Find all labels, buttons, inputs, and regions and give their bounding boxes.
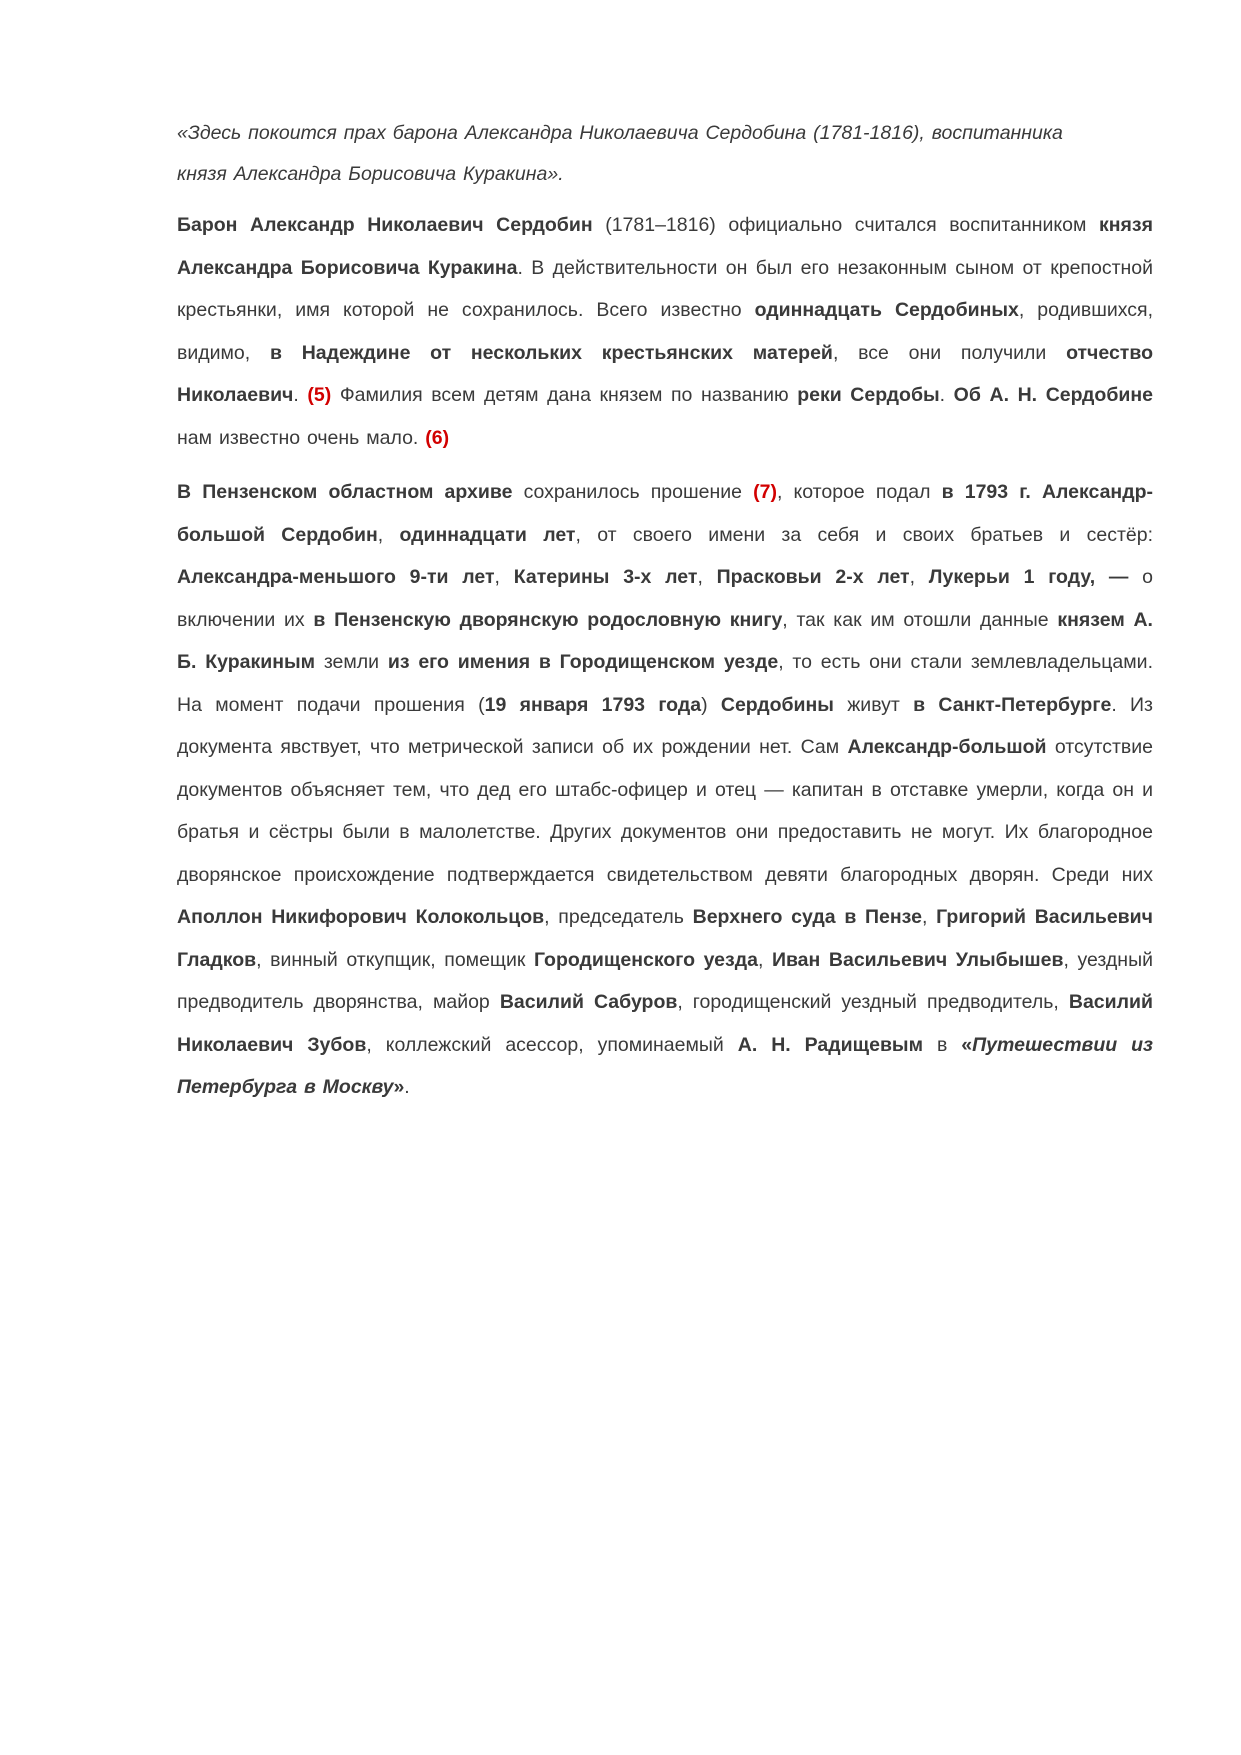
text-span: князя Александра Борисовича Куракина <box>177 214 1153 279</box>
text-span: Верхнего суда в Пензе <box>692 906 922 928</box>
epigraph <box>177 113 1153 195</box>
text-span: Александр-большой <box>847 736 1047 758</box>
text-span: Аполлон Никифорович Колокольцов <box>177 906 545 928</box>
text-span: Фамилия всем детям дана князем по названию <box>331 384 798 406</box>
text-span: князем А. Б. Куракиным <box>177 608 1153 673</box>
text-span: » <box>393 1076 405 1098</box>
text-span: в Пензенскую дворянскую родословную книгу <box>313 608 783 631</box>
text-span: земли <box>315 651 388 673</box>
text-span: Сердобины <box>720 693 834 716</box>
epigraph-line-2: князя Александра Борисовича Куракина». <box>177 163 564 185</box>
text-span: живут <box>833 693 914 716</box>
text-span: в <box>923 1033 962 1056</box>
text-span: , коллежский асессор, упоминаемый <box>366 1033 738 1056</box>
text-span: , которое подал <box>776 481 942 503</box>
text-span: 19 января 1793 года <box>484 693 702 716</box>
text-span: Городищенского уезда <box>533 948 758 971</box>
text-span: , <box>921 906 937 928</box>
paragraph-2 <box>177 471 1153 1109</box>
text-span: отчество Николаевич <box>177 341 1153 406</box>
text-span: реки Сердобы <box>797 384 940 406</box>
text-span: , <box>494 566 514 588</box>
text-span: о включении их <box>177 566 1153 631</box>
text-span: , то есть они стали землевладельцами. На момент подачи прошения ( <box>177 651 1153 716</box>
paragraph-1 <box>177 204 1153 459</box>
text-span: одиннадцать Сердобиных <box>754 299 1019 321</box>
text-span: , <box>757 948 772 971</box>
text-span: Григорий Васильевич Гладков <box>177 906 1153 971</box>
text-span: в Надеждине от нескольких крестьянских матерей <box>269 341 833 364</box>
text-span: нам известно очень мало. <box>177 426 426 449</box>
text-span: Иван Васильевич Улыбышев <box>771 948 1064 971</box>
text-span: . <box>293 384 308 406</box>
text-span: из его имения в Городищенском уезде <box>387 651 779 673</box>
text-span: Лукерьи 1 году, — <box>928 566 1129 588</box>
text-span: . В действительности он был его незаконным сыном от крепостной крестьянки, имя которой не сохранилось. Всего известно <box>177 256 1154 321</box>
text-span: . <box>939 384 954 406</box>
text-span: , <box>909 566 929 588</box>
text-span: Прасковьи 2-х лет <box>716 566 910 588</box>
text-span: отсутствие документов объясняет тем, что дед его штабс-офицер и отец — капитан в отставке умерли, когда он и братья и сёстры были в малолетстве. Других документов они предоставить не могут. Их благородное дворянское происхождение подтверждается свидетельством девяти благородных дворян. Среди них <box>177 736 1153 886</box>
text-span: в Санкт-Петербурге <box>913 693 1112 716</box>
text-span: ) <box>701 693 721 716</box>
text-span: , уездный предводитель дворянства, майор <box>177 948 1153 1013</box>
text-span: , председатель <box>544 906 693 928</box>
text-span: , городищенский уездный предводитель, <box>677 991 1069 1013</box>
text-span: « <box>961 1033 973 1056</box>
text-span: Василий Сабуров <box>499 991 678 1013</box>
text-span: Александра-меньшого 9-ти лет <box>177 566 495 588</box>
text-span: , <box>377 523 400 546</box>
text-span: Барон Александр Николаевич Сердобин <box>177 214 593 236</box>
text-span: , от своего имени за себя и своих братьев и сестёр: <box>575 523 1154 546</box>
footnote-reference-5[interactable]: (5) <box>307 384 332 406</box>
footnote-reference-7[interactable]: (7) <box>753 481 777 503</box>
text-span: , родившихся, видимо, <box>177 299 1153 364</box>
text-span: Василий Николаевич Зубов <box>177 991 1153 1056</box>
text-span: (1781–1816) официально считался воспитанником <box>592 214 1099 236</box>
text-span: в 1793 г. Александр-большой Сердобин <box>177 481 1153 546</box>
document-body <box>177 113 1153 1109</box>
text-span: . Из документа явствует, что метрической записи об их рождении нет. Сам <box>177 693 1153 758</box>
text-span: . <box>404 1076 410 1098</box>
text-span: , так как им отошли данные <box>782 608 1058 631</box>
text-span: , все они получили <box>832 341 1067 364</box>
text-span: А. Н. Радищевым <box>737 1033 924 1056</box>
text-span: одиннадцати лет <box>399 523 576 546</box>
text-span: сохранилось прошение <box>512 481 754 503</box>
text-span: Об А. Н. Сердобине <box>953 384 1153 406</box>
epigraph-line-1: «Здесь покоится прах барона Александра Николаевича Сердобина (1781-1816), воспитанника <box>177 122 1063 144</box>
text-span: Катерины 3-х лет <box>513 566 698 588</box>
text-span: , <box>697 566 717 588</box>
book-title: Путешествии из Петербурга в Москву <box>177 1033 1153 1098</box>
text-span: , винный откупщик, помещик <box>256 948 534 971</box>
footnote-reference-6[interactable]: (6) <box>425 426 450 449</box>
text-span: В Пензенском областном архиве <box>177 481 513 503</box>
